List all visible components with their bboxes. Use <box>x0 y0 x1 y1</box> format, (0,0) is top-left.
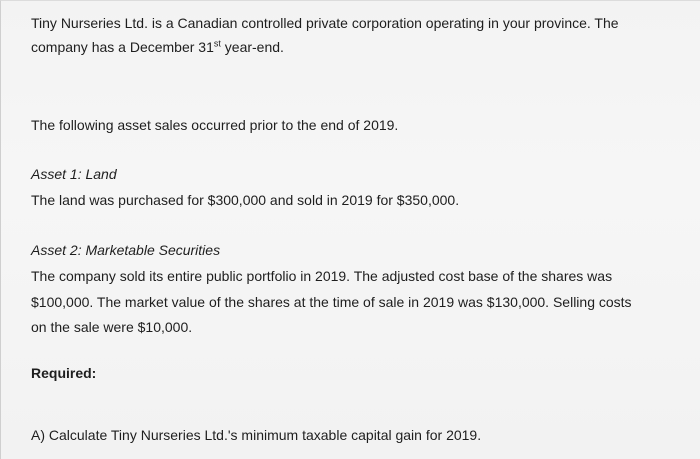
intro-line-1: Tiny Nurseries Ltd. is a Canadian controlled private corporation operating in your province. The <box>31 15 619 31</box>
asset2-heading: Asset 2: Marketable Securities <box>31 242 221 258</box>
intro-line-2-tail: year-end. <box>220 39 284 55</box>
asset2-text-line-2: $100,000. The market value of the shares at the time of sale in 2019 was $130,000. Selling costs <box>31 294 632 310</box>
asset1-text: The land was purchased for $300,000 and sold in 2019 for $350,000. <box>31 192 460 208</box>
asset2-text-line-1: The company sold its entire public portfolio in 2019. The adjusted cost base of the shares was <box>31 268 613 284</box>
question-a: A) Calculate Tiny Nurseries Ltd.'s minimum taxable capital gain for 2019. <box>31 427 482 443</box>
asset-sales-intro: The following asset sales occurred prior to the end of 2019. <box>31 117 399 133</box>
asset2-text-line-3: on the sale were $10,000. <box>31 319 193 335</box>
ordinal-suffix: st <box>213 38 221 49</box>
asset1-heading: Asset 1: Land <box>31 166 117 182</box>
required-label: Required: <box>31 365 97 381</box>
intro-line-2 <box>31 38 284 56</box>
intro-line-2-text: company has a December 31 <box>31 39 214 55</box>
